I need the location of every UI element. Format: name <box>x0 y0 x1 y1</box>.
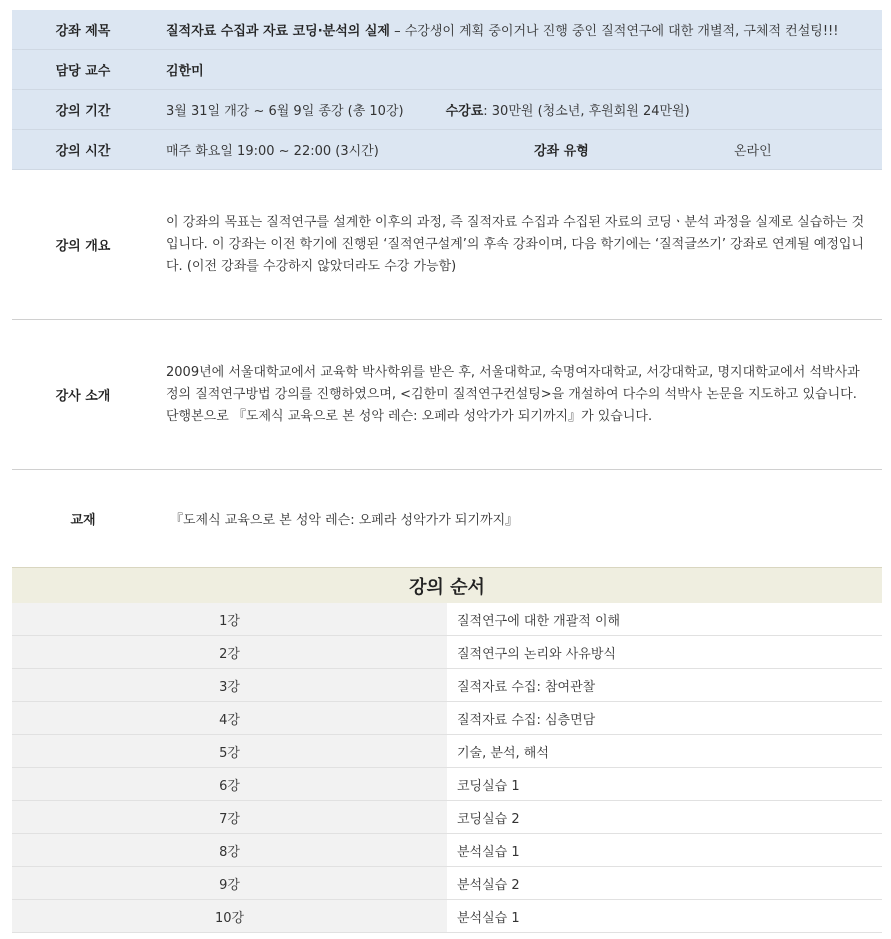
session-number: 6강 <box>12 768 447 801</box>
course-info <box>12 10 882 933</box>
session-title: 분석실습 2 <box>447 867 882 900</box>
session-title: 질적연구의 논리와 사유방식 <box>447 636 882 669</box>
title-label: 강좌 제목 <box>12 10 154 50</box>
schedule-row <box>12 669 882 702</box>
session-title: 분석실습 1 <box>447 834 882 867</box>
period-label: 강의 기간 <box>12 90 154 130</box>
schedule-row <box>12 702 882 735</box>
schedule-row <box>12 735 882 768</box>
course-info-table <box>12 10 882 567</box>
type-label: 강좌 유형 <box>534 144 589 159</box>
overview-text: 이 강좌의 목표는 질적연구를 설계한 이후의 과정, 즉 질적자료 수집과 수집된 자료의 코딩ㆍ분석 과정을 실제로 실습하는 것입니다. 이 강좌는 이전 학기에 진행된 ‘질적연구설계’의 후속 강좌이며, 다음 학기에는 ‘질적글쓰기’ 강좌로 연계될 예정입니다. (이전 강좌를 수강하지 않았더라도 수강 가능함) <box>154 170 882 320</box>
overview-label: 강의 개요 <box>12 170 154 320</box>
session-number: 7강 <box>12 801 447 834</box>
course-subtitle: – 수강생이 계획 중이거나 진행 중인 질적연구에 대한 개별적, 구체적 컨설팅!!! <box>389 24 839 39</box>
row-overview <box>12 170 882 320</box>
fee-value: : 30만원 (청소년, 후원회원 24만원) <box>483 104 690 119</box>
schedule-row <box>12 603 882 636</box>
session-title: 코딩실습 1 <box>447 768 882 801</box>
session-title: 질적자료 수집: 참여관찰 <box>447 669 882 702</box>
period-text: 3월 31일 개강 ~ 6월 9일 종강 (총 10강) <box>166 104 404 119</box>
time-text: 매주 화요일 19:00 ~ 22:00 (3시간) <box>166 144 379 159</box>
session-number: 2강 <box>12 636 447 669</box>
row-time <box>12 130 882 170</box>
period-value <box>154 90 882 130</box>
row-period <box>12 90 882 130</box>
textbook-value: 『도제식 교육으로 본 성악 레슨: 오페라 성악가가 되기까지』 <box>170 513 519 528</box>
fee-label: 수강료 <box>445 104 484 119</box>
session-number: 4강 <box>12 702 447 735</box>
session-title: 코딩실습 2 <box>447 801 882 834</box>
schedule-row <box>12 867 882 900</box>
time-label: 강의 시간 <box>12 130 154 170</box>
course-title: 질적자료 수집과 자료 코딩·분석의 실제 <box>166 24 390 39</box>
row-title <box>12 10 882 50</box>
session-number: 1강 <box>12 603 447 636</box>
professor-name: 김한미 <box>154 50 882 90</box>
schedule-row <box>12 834 882 867</box>
title-value <box>154 10 882 50</box>
schedule-table <box>12 567 882 933</box>
type-value: 온라인 <box>734 144 772 159</box>
schedule-row <box>12 900 882 933</box>
textbook-label: 교재 <box>70 513 96 528</box>
session-number: 5강 <box>12 735 447 768</box>
schedule-row <box>12 801 882 834</box>
professor-label: 담당 교수 <box>12 50 154 90</box>
schedule-heading: 강의 순서 <box>12 568 882 604</box>
session-number: 10강 <box>12 900 447 933</box>
schedule-row <box>12 768 882 801</box>
session-title: 분석실습 1 <box>447 900 882 933</box>
session-title: 질적자료 수집: 심층면담 <box>447 702 882 735</box>
session-title: 질적연구에 대한 개괄적 이해 <box>447 603 882 636</box>
session-number: 8강 <box>12 834 447 867</box>
session-number: 9강 <box>12 867 447 900</box>
time-value <box>154 130 882 170</box>
session-title: 기술, 분석, 해석 <box>447 735 882 768</box>
instructor-text: 2009년에 서울대학교에서 교육학 박사학위를 받은 후, 서울대학교, 숙명여자대학교, 서강대학교, 명지대학교에서 석박사과정의 질적연구방법 강의를 진행하였으며, <김한미 질적연구컨설팅>을 개설하여 다수의 석박사 논문을 지도하고 있습니다. 단행본으로 『도제식 교육으로 본 성악 레슨: 오페라 성악가가 되기까지』가 있습니다. <box>154 320 882 470</box>
session-number: 3강 <box>12 669 447 702</box>
row-professor <box>12 50 882 90</box>
schedule-row <box>12 636 882 669</box>
instructor-label: 강사 소개 <box>12 320 154 470</box>
row-instructor <box>12 320 882 470</box>
row-textbook <box>12 470 882 568</box>
